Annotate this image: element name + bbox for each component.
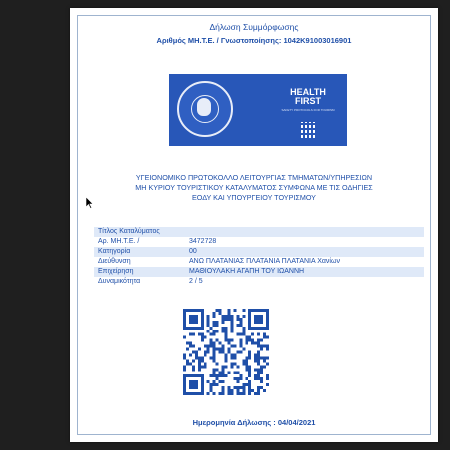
logo-line1: HEALTH bbox=[290, 87, 326, 97]
detail-value bbox=[189, 227, 424, 237]
document-title: Δήλωση Συμμόρφωσης bbox=[209, 22, 299, 32]
detail-row-capacity bbox=[94, 277, 424, 287]
detail-value: 00 bbox=[189, 248, 197, 255]
detail-row-category bbox=[94, 247, 424, 257]
logo-line2: FIRST bbox=[295, 96, 321, 106]
detail-row-mhte bbox=[94, 237, 424, 247]
logo-subtext: SAFETY PROTOCOLS FOR TOURISM bbox=[281, 108, 335, 112]
protocol-line-1: ΥΓΕΙΟΝΟΜΙΚΟ ΠΡΩΤΟΚΟΛΛΟ ΛΕΙΤΟΥΡΓΙΑΣ ΤΜΗΜΑΤΩΝ/ΥΠΗΡΕΣΙΩΝ bbox=[135, 173, 373, 182]
detail-label: Κατηγορία bbox=[98, 248, 131, 255]
detail-row-title bbox=[94, 227, 424, 237]
detail-value: ΑΝΩ ΠΛΑΤΑΝΙΑΣ ΠΛΑΤΑΝΙΑ ΠΛΑΤΑΝΙΑ Χανίων bbox=[189, 258, 340, 265]
logo-qr-icon bbox=[299, 122, 317, 140]
detail-value: ΜΑΘΙΟΥΛΑΚΗ ΑΓΑΠΗ ΤΟΥ ΙΩΑΝΝΗ bbox=[189, 268, 305, 275]
seal-icon bbox=[177, 81, 233, 137]
qr-code-icon bbox=[183, 309, 269, 395]
arrow-cursor-icon bbox=[86, 197, 94, 209]
logo-title bbox=[285, 88, 331, 106]
document-page bbox=[70, 8, 438, 442]
protocol-heading bbox=[84, 173, 424, 203]
declaration-date: Ημερομηνία Δήλωσης : 04/04/2021 bbox=[192, 418, 316, 427]
detail-label: Τίτλος Καταλύματος bbox=[98, 228, 160, 235]
detail-label: Διεύθυνση bbox=[98, 258, 131, 265]
detail-value: 3472728 bbox=[189, 238, 217, 245]
protocol-line-3: ΕΟΔΥ ΚΑΙ ΥΠΟΥΡΓΕΙΟΥ ΤΟΥΡΙΣΜΟΥ bbox=[192, 193, 316, 202]
registration-number: Αριθμός ΜΗ.Τ.Ε. / Γνωστοποίησης: 1042Κ91003016901 bbox=[156, 36, 352, 45]
detail-row-address bbox=[94, 257, 424, 267]
detail-label: Δυναμικότητα bbox=[98, 278, 141, 285]
health-first-logo bbox=[169, 74, 347, 146]
detail-row-business bbox=[94, 267, 424, 277]
detail-label: Αρ. ΜΗ.Τ.Ε. / bbox=[98, 238, 140, 245]
protocol-line-2: ΜΗ ΚΥΡΙΟΥ ΤΟΥΡΙΣΤΙΚΟΥ ΚΑΤΑΛΥΜΑΤΟΣ ΣΥΜΦΩΝΑ ΜΕ ΤΙΣ ΟΔΗΓΙΕΣ bbox=[135, 183, 373, 192]
detail-value: 2 / 5 bbox=[189, 278, 203, 285]
details-table bbox=[94, 227, 424, 287]
detail-label: Επιχείρηση bbox=[98, 268, 134, 275]
